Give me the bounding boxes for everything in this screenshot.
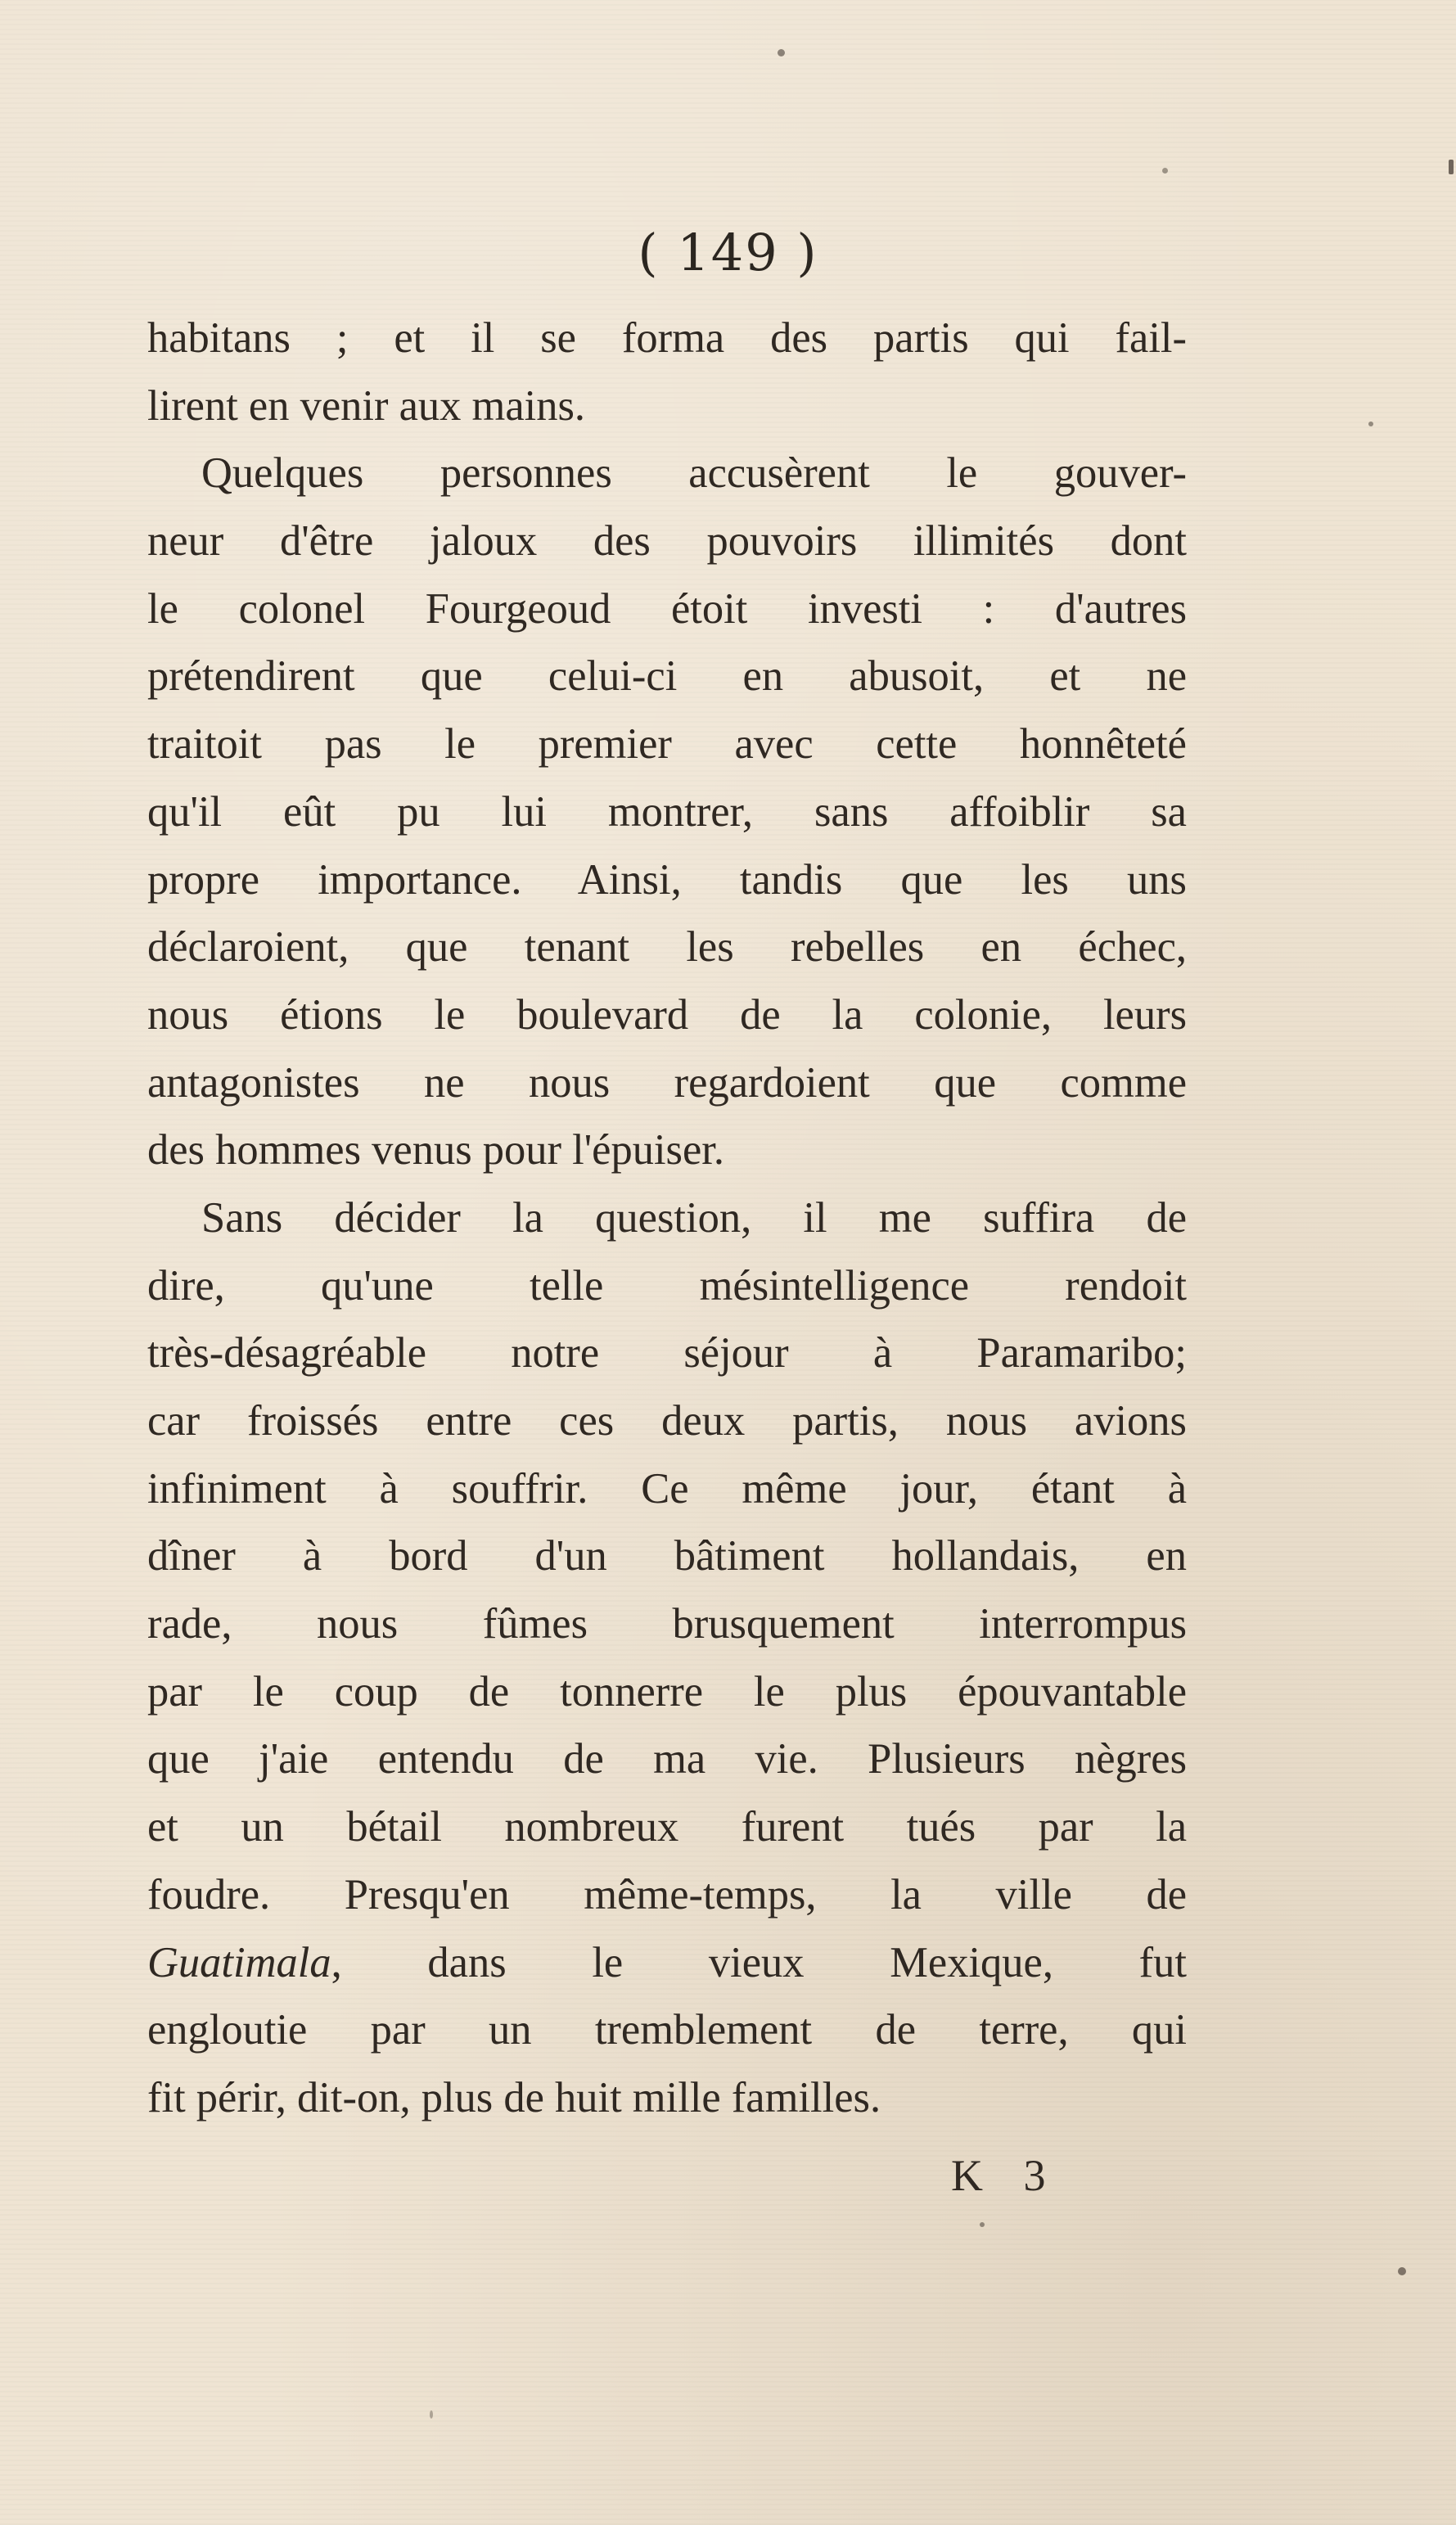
paper-speck: [1398, 2267, 1406, 2275]
text-line: et un bétail nombreux furent tués par la: [147, 1803, 1187, 1851]
text-line: fit périr, dit-on, plus de huit mille familles.: [147, 2073, 881, 2121]
text-line: Sans décider la question, il me suffira de: [201, 1193, 1187, 1242]
body-text: [147, 304, 1187, 2132]
text-line: engloutie par un tremblement de terre, qui: [147, 2006, 1187, 2054]
text-line: des hommes venus pour l'épuiser.: [147, 1126, 724, 1175]
text-line-with-italic: [147, 1929, 1187, 1997]
text-line: prétendirent que celui-ci en abusoit, et ne: [147, 652, 1187, 701]
text-line: habitans ; et il se forma des partis qui fail-: [147, 314, 1187, 362]
text-line: foudre. Presqu'en même-temps, la ville de: [147, 1870, 1187, 1919]
text-line: par le coup de tonnerre le plus épouvantable: [147, 1667, 1187, 1716]
text-line: antagonistes ne nous regardoient que comme: [147, 1058, 1187, 1107]
paper-speck: [1368, 422, 1373, 426]
line-remainder: , dans le vieux Mexique, fut: [331, 1938, 1187, 1986]
text-line: nous étions le boulevard de la colonie, leurs: [147, 990, 1187, 1039]
text-line: dîner à bord d'un bâtiment hollandais, en: [147, 1532, 1187, 1580]
text-line: propre importance. Ainsi, tandis que les uns: [147, 855, 1187, 904]
text-line: qu'il eût pu lui montrer, sans affoiblir sa: [147, 787, 1187, 836]
text-line: très-désagréable notre séjour à Paramaribo;: [147, 1329, 1187, 1377]
paper-speck: [1162, 168, 1168, 174]
text-line: déclaroient, que tenant les rebelles en échec,: [147, 923, 1187, 972]
paper-speck: [778, 49, 785, 56]
text-line: car froissés entre ces deux partis, nous avions: [147, 1397, 1187, 1445]
text-line: dire, qu'une telle mésintelligence rendoit: [147, 1261, 1187, 1310]
text-line: rade, nous fûmes brusquement interrompus: [147, 1600, 1187, 1648]
signature-mark: K 3: [951, 2151, 1061, 2200]
paper-speck: [430, 2410, 433, 2419]
text-line: lirent en venir aux mains.: [147, 381, 586, 430]
text-line: le colonel Fourgeoud étoit investi : d'autres: [147, 584, 1187, 633]
paper-speck: [980, 2222, 985, 2227]
text-line: Quelques personnes accusèrent le gouver-: [201, 449, 1187, 498]
paper-speck: [1449, 160, 1454, 174]
text-line: que j'aie entendu de ma vie. Plusieurs nègres: [147, 1735, 1187, 1783]
text-line: infiniment à souffrir. Ce même jour, étant à: [147, 1464, 1187, 1513]
place-name-italic: Guatimala: [147, 1938, 331, 1986]
text-line: neur d'être jaloux des pouvoirs illimités dont: [147, 517, 1187, 566]
text-line: traitoit pas le premier avec cette honnêteté: [147, 720, 1187, 769]
page-number: ( 149 ): [638, 223, 818, 282]
